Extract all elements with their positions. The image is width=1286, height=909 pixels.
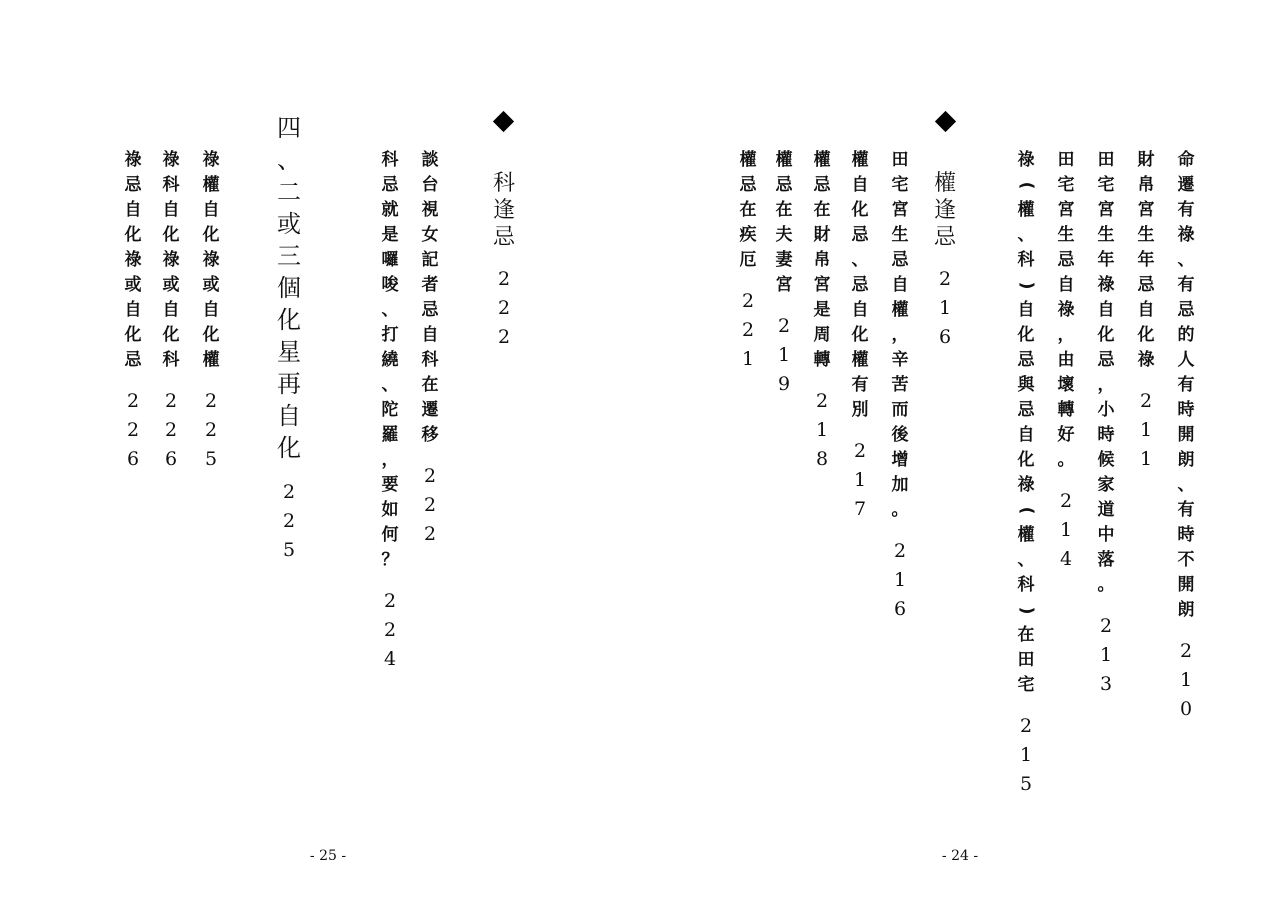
entry-text: 祿 忌 自 化 祿 或 自 化 忌 — [124, 150, 142, 370]
entry-text: 權 忌 在 夫 妻 宮 — [775, 150, 793, 295]
section-heading — [933, 170, 957, 352]
chapter-page: 2 2 5 — [282, 481, 296, 561]
entry-page: 2 2 5 — [204, 390, 218, 470]
entry-page: 2 1 0 — [1179, 640, 1193, 720]
entry-text: 財 帛 宮 生 年 忌 自 化 祿 — [1137, 150, 1155, 370]
section-heading — [492, 170, 516, 352]
chapter-heading — [277, 112, 301, 565]
entry-page: 2 1 4 — [1059, 490, 1073, 570]
section-diamond-icon — [493, 111, 514, 132]
page-24 — [643, 0, 1286, 909]
entry-text: 權 自 化 忌 、 忌 自 化 權 有 別 — [851, 150, 869, 420]
entry-page: 2 2 6 — [126, 390, 140, 470]
entry-text: 科 忌 就 是 囉 唆 、 打 繞 、 陀 羅 ， 要 如 何 ？ — [381, 150, 399, 570]
entry-text: 田 宅 宮 生 忌 自 祿 ， 由 壞 轉 好 。 — [1057, 150, 1075, 470]
entry-text: 權 忌 在 疾 厄 — [739, 150, 757, 270]
toc-entry — [810, 148, 834, 474]
page-number: - 25 - — [309, 848, 347, 864]
entry-page: 2 1 8 — [815, 390, 829, 470]
chapter-title: 四 、 二 或 三 個 化 星 再 自 化 — [277, 114, 301, 462]
toc-entry — [888, 148, 912, 624]
section-page: 2 2 2 — [497, 268, 511, 348]
entry-text: 祿 科 自 化 祿 或 自 化 科 — [162, 150, 180, 370]
toc-entry — [159, 148, 183, 474]
entry-page: 2 2 1 — [741, 290, 755, 370]
toc-entry — [1134, 148, 1158, 474]
section-title: 權 逢 忌 — [933, 171, 956, 250]
entry-text: 命 遷 有 祿 、 有 忌 的 人 有 時 開 朗 、 有 時 不 開 朗 — [1177, 150, 1195, 620]
entry-page: 2 1 7 — [853, 440, 867, 520]
entry-page: 2 1 6 — [893, 540, 907, 620]
entry-text: 田 宅 宮 生 忌 自 權 ， 辛 苦 而 後 增 加 。 — [891, 150, 909, 520]
toc-entry — [1054, 148, 1078, 574]
entry-text: 談 台 視 女 記 者 忌 自 科 在 遷 移 — [421, 150, 439, 445]
entry-page: 2 1 1 — [1139, 390, 1153, 470]
entry-page: 2 2 2 — [423, 465, 437, 545]
toc-entry — [1174, 148, 1198, 724]
toc-entry — [378, 148, 402, 674]
toc-entry — [199, 148, 223, 474]
toc-entry — [1014, 148, 1038, 799]
toc-entry — [736, 148, 760, 374]
toc-entry — [1094, 148, 1118, 699]
entry-text: 祿 ( 權 、 科 ) 自 化 忌 與 忌 自 化 祿 ( 權 、 科 ) 在 田 宅 — [1016, 150, 1037, 695]
toc-entry — [772, 148, 796, 399]
page-number: - 24 - — [941, 848, 979, 864]
toc-entry — [121, 148, 145, 474]
entry-page: 2 2 4 — [383, 590, 397, 670]
entry-page: 2 1 9 — [777, 315, 791, 395]
section-title: 科 逢 忌 — [492, 171, 515, 250]
toc-entry — [418, 148, 442, 549]
entry-text: 田 宅 宮 生 年 祿 自 化 忌 ， 小 時 候 家 道 中 落 。 — [1097, 150, 1115, 595]
entry-text: 祿 權 自 化 祿 或 自 化 權 — [202, 150, 220, 370]
toc-entry — [848, 148, 872, 524]
entry-page: 2 1 5 — [1019, 715, 1033, 795]
entry-page: 2 2 6 — [164, 390, 178, 470]
section-page: 2 1 6 — [938, 268, 952, 348]
section-diamond-icon — [935, 111, 956, 132]
entry-text: 權 忌 在 財 帛 宮 是 周 轉 — [813, 150, 831, 370]
entry-page: 2 1 3 — [1099, 615, 1113, 695]
